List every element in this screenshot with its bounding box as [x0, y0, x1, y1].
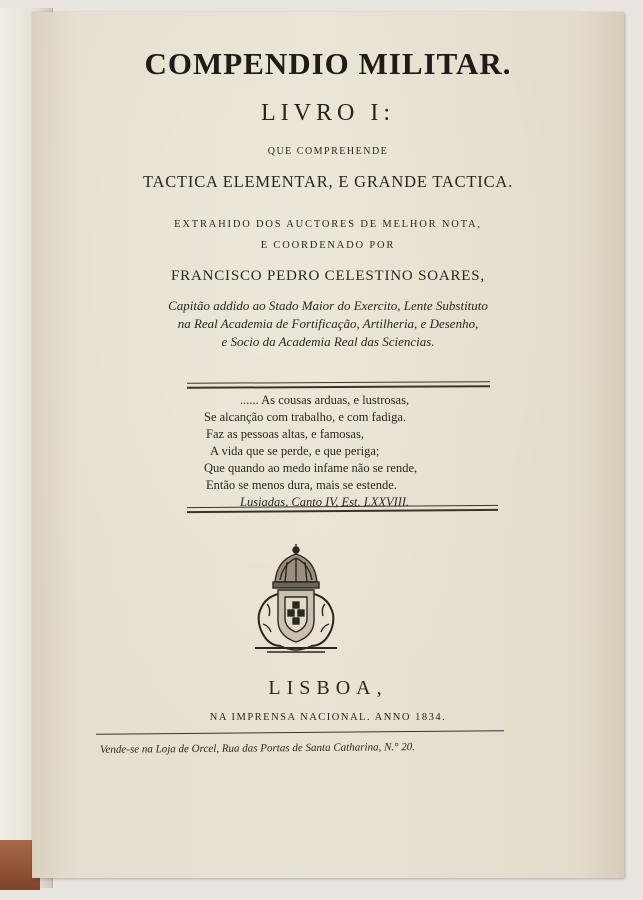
imprint-city: LISBOA,: [268, 677, 388, 699]
portuguese-royal-coat-of-arms-icon: [247, 542, 345, 656]
author-credential-line: e Socio da Academia Real das Sciencias.: [221, 334, 435, 349]
coordenado-line: E COORDENADO POR: [260, 240, 396, 251]
epigraph-line: A vida que se perde, e que periga;: [210, 444, 380, 458]
epigraph-rule-bottom: [187, 505, 498, 513]
imprint-publisher: NA IMPRENSA NACIONAL. ANNO 1834.: [209, 712, 447, 723]
book-subtitle: LIVRO I:: [261, 100, 395, 126]
title-page: [32, 12, 624, 878]
author-credential-line: Capitão addido ao Stado Maior do Exercito, Lente Substituto: [168, 298, 488, 313]
epigraph: [202, 392, 522, 511]
extrahido-line: EXTRAHIDO DOS AUCTORES DE MELHOR NOTA,: [174, 219, 482, 230]
epigraph-line: Faz as pessoas altas, e famosas,: [206, 427, 364, 441]
bookseller-line: Vende-se na Loja de Orcel, Rua das Portas de Santa Catharina, N.° 20.: [99, 741, 416, 756]
author-name: FRANCISCO PEDRO CELESTINO SOARES,: [171, 268, 485, 284]
book-title: COMPENDIO MILITAR.: [144, 46, 512, 81]
epigraph-line: Se alcanção com trabalho, e com fadiga.: [204, 410, 406, 424]
epigraph-line: Então se menos dura, mais se estende.: [206, 478, 397, 492]
epigraph-line: Que quando ao medo infame não se rende,: [204, 461, 418, 475]
epigraph-attribution: Lusiadas, Canto IV, Est. LXXVIII.: [240, 495, 410, 509]
author-credential-line: na Real Academia de Fortificação, Artilheria, e Desenho,: [177, 316, 479, 331]
epigraph-line: ...... As cousas arduas, e lustrosas,: [240, 393, 410, 407]
comprehende-line: QUE COMPREHENDE: [267, 146, 389, 157]
contents-line: TACTICA ELEMENTAR, E GRANDE TACTICA.: [142, 172, 514, 191]
epigraph-rule-top: [187, 381, 490, 389]
imprint-rule: [96, 730, 504, 735]
